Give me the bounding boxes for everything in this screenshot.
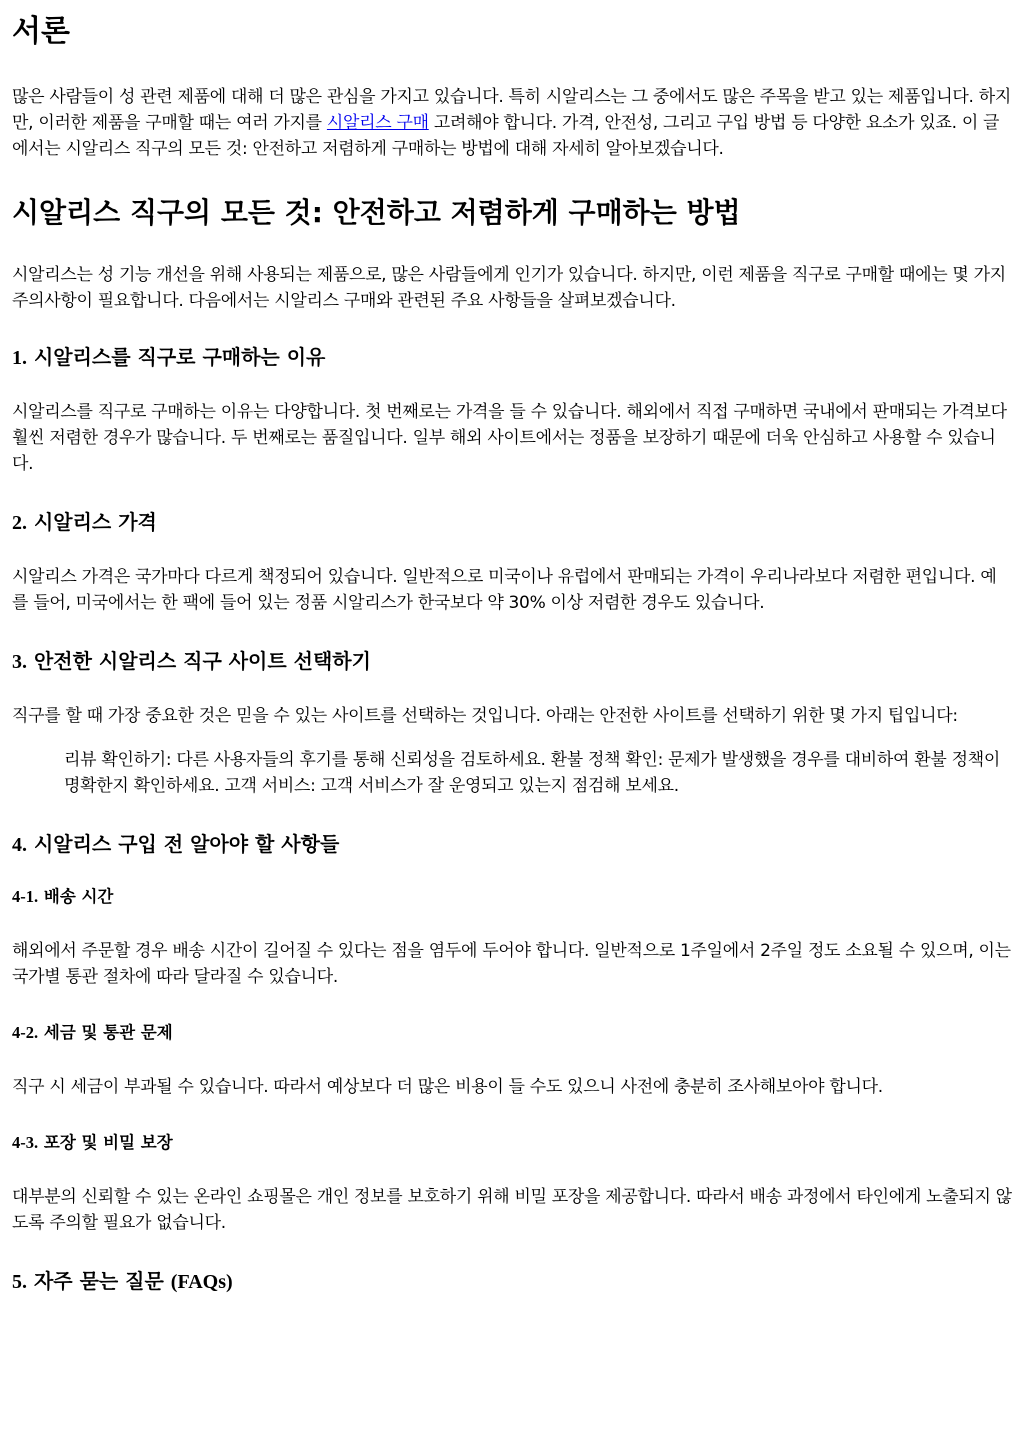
section-5-heading bbox=[12, 1268, 1012, 1295]
subsection-4-1-heading bbox=[12, 886, 1012, 908]
subsection-4-3-heading bbox=[12, 1132, 1012, 1154]
intro-heading: 서론 bbox=[12, 14, 70, 49]
section-number: 2. bbox=[12, 512, 27, 534]
subsection-4-2-paragraph: 직구 시 세금이 부과될 수 있습니다. 따라서 예상보다 더 많은 비용이 들 수도 있으니 사전에 충분히 조사해보아야 합니다. bbox=[12, 1077, 883, 1097]
section-title-suffix: (FAQs) bbox=[170, 1271, 233, 1293]
section-title: 자주 묻는 질문 bbox=[33, 1269, 164, 1293]
subsection-title: 포장 및 비밀 보장 bbox=[43, 1133, 173, 1152]
intro-text-after-link: 고려해야 합니다. 가격, 안전성, 그리고 구입 방법 등 다양한 요소가 있죠. 이 글에서는 시알리스 직구의 모든 것: 안전하고 저렴하게 구매하는 방법에 대해 자세히 알아보겠습니다. bbox=[12, 113, 1000, 159]
subsection-number: 4-1. bbox=[12, 887, 39, 906]
section-number: 5. bbox=[12, 1271, 27, 1293]
subsection-4-1-paragraph: 해외에서 주문할 경우 배송 시간이 길어질 수 있다는 점을 염두에 두어야 합니다. 일반적으로 1주일에서 2주일 정도 소요될 수 있으며, 이는 국가별 통관 절차에 따라 달라질 수 있습니다. bbox=[12, 941, 1011, 987]
cialis-purchase-link[interactable]: 시알리스 구매 bbox=[326, 113, 429, 133]
section-3-heading bbox=[12, 648, 1012, 675]
section-title: 시알리스 가격 bbox=[33, 510, 157, 534]
section-4-heading bbox=[12, 831, 1012, 858]
subsection-title: 세금 및 통관 문제 bbox=[43, 1023, 173, 1042]
subsection-title: 배송 시간 bbox=[43, 887, 114, 906]
main-paragraph: 시알리스는 성 기능 개선을 위해 사용되는 제품으로, 많은 사람들에게 인기가 있습니다. 하지만, 이런 제품을 직구로 구매할 때에는 몇 가지 주의사항이 필요합니다. 다음에서는 시알리스 구매와 관련된 주요 사항들을 살펴보겠습니다. bbox=[12, 265, 1006, 311]
main-heading: 시알리스 직구의 모든 것: 안전하고 저렴하게 구매하는 방법 bbox=[12, 196, 741, 229]
section-title: 시알리스 구입 전 알아야 할 사항들 bbox=[33, 832, 340, 856]
section-number: 4. bbox=[12, 834, 27, 856]
section-number: 3. bbox=[12, 651, 27, 673]
subsection-4-2-heading bbox=[12, 1022, 1012, 1044]
section-1-paragraph: 시알리스를 직구로 구매하는 이유는 다양합니다. 첫 번째로는 가격을 들 수 있습니다. 해외에서 직접 구매하면 국내에서 판매되는 가격보다 훨씬 저렴한 경우가 많습니다. 두 번째로는 품질입니다. 일부 해외 사이트에서는 정품을 보장하기 때문에 더욱 안심하고 사용할 수 있습니다. bbox=[12, 402, 1007, 474]
section-1-heading bbox=[12, 344, 1012, 371]
section-2-heading bbox=[12, 509, 1012, 536]
tips-blockquote: 리뷰 확인하기: 다른 사용자들의 후기를 통해 신뢰성을 검토하세요. 환불 정책 확인: 문제가 발생했을 경우를 대비하여 환불 정책이 명확한지 확인하세요. 고객 서비스: 고객 서비스가 잘 운영되고 있는지 점검해 보세요. bbox=[64, 750, 1000, 796]
section-title: 시알리스를 직구로 구매하는 이유 bbox=[33, 345, 326, 369]
subsection-4-3-paragraph: 대부분의 신뢰할 수 있는 온라인 쇼핑몰은 개인 정보를 보호하기 위해 비밀 포장을 제공합니다. 따라서 배송 과정에서 타인에게 노출되지 않도록 주의할 필요가 없습니다. bbox=[12, 1187, 1012, 1233]
section-number: 1. bbox=[12, 347, 27, 369]
section-2-paragraph: 시알리스 가격은 국가마다 다르게 책정되어 있습니다. 일반적으로 미국이나 유럽에서 판매되는 가격이 우리나라보다 저렴한 편입니다. 예를 들어, 미국에서는 한 팩에 들어 있는 정품 시알리스가 한국보다 약 30% 이상 저렴한 경우도 있습니다. bbox=[12, 567, 997, 613]
section-title: 안전한 시알리스 직구 사이트 선택하기 bbox=[33, 649, 371, 673]
subsection-number: 4-2. bbox=[12, 1023, 39, 1042]
section-3-paragraph: 직구를 할 때 가장 중요한 것은 믿을 수 있는 사이트를 선택하는 것입니다. 아래는 안전한 사이트를 선택하기 위한 몇 가지 팁입니다: bbox=[12, 706, 958, 726]
subsection-number: 4-3. bbox=[12, 1133, 39, 1152]
intro-paragraph bbox=[12, 84, 1012, 162]
intro-text-before-link: 많은 사람들이 성 관련 제품에 대해 더 많은 관심을 가지고 있습니다. 특히 시알리스는 그 중에서도 많은 주목을 받고 있는 제품입니다. 하지만, 이러한 제품을 구매할 때는 여러 가지를 bbox=[12, 87, 1011, 133]
